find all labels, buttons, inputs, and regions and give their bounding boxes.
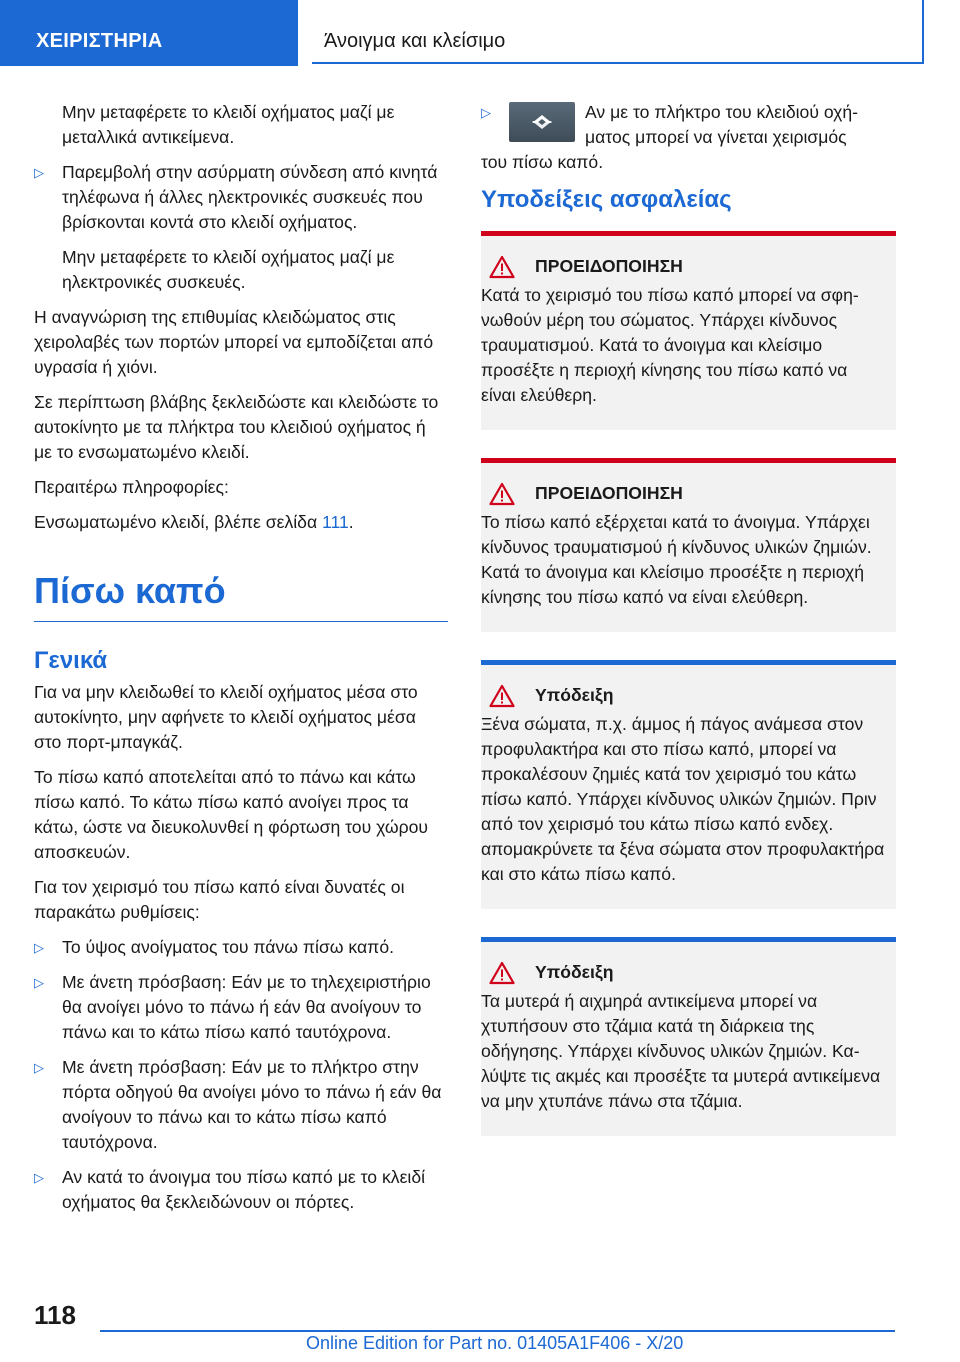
triangle-bullet-icon: ▷ xyxy=(34,1060,44,1075)
left-column xyxy=(34,100,448,1225)
warning-box xyxy=(481,231,896,430)
page-link[interactable]: 111 xyxy=(322,512,349,532)
triangle-bullet-icon: ▷ xyxy=(34,165,44,180)
right-column xyxy=(481,100,896,1164)
list-item xyxy=(481,100,896,150)
warning-body: Κατά το χειρισμό του πίσω καπό μπορεί να σφηνωθούν μέρη του σώματος. Υπάρχει κίνδυνος τραυματισμού. Κατά το άνοιγμα και κλείσιμο προσέξτε η περιοχή κίνησης του πίσω καπό να είναι ελεύθερη. xyxy=(481,285,859,405)
warning-triangle-icon xyxy=(489,255,515,279)
paragraph: Για να μην κλειδωθεί το κλειδί οχήματος μέσα στο αυτοκίνητο, μην αφήνετε το κλειδί οχήματος μέσα στο πορτ-μπαγκάζ. xyxy=(34,682,418,752)
page-number: 118 xyxy=(34,1300,76,1330)
page-footer xyxy=(0,1290,960,1362)
subsection-title: Γενικά xyxy=(34,647,108,674)
triangle-bullet-icon: ▷ xyxy=(34,1170,44,1185)
list-item-text: Αν κατά το άνοιγμα του πίσω καπό με το κλειδί οχήματος θα ξεκλειδώνουν οι πόρτες. xyxy=(62,1167,426,1212)
paragraph: Σε περίπτωση βλάβης ξεκλειδώστε και κλειδώστε το αυτοκίνητο με τα πλήκτρα του κλειδιού οχήματος ή με το ενσωματωμένο κλειδί. xyxy=(34,392,439,462)
list-item-text: Με άνετη πρόσβαση: Εάν με το τηλεχειριστήριο θα ανοίγει μόνο το πάνω ή εάν θα ανοίγουν το πάνω και το κάτω πίσω καπό ταυτόχρονα. xyxy=(62,972,431,1042)
paragraph: Για τον χειρισμό του πίσω καπό είναι δυνατές οι παρακάτω ρυθμίσεις: xyxy=(34,877,405,922)
triangle-bullet-icon: ▷ xyxy=(34,940,44,955)
list-item xyxy=(34,160,448,235)
paragraph: Μην μεταφέρετε το κλειδί οχήματος μαζί με μεταλλικά αντικείμενα. xyxy=(62,102,395,147)
triangle-bullet-icon: ▷ xyxy=(34,975,44,990)
note-header xyxy=(481,683,886,708)
warning-triangle-icon xyxy=(489,684,515,708)
section-tab: ΧΕΙΡΙΣΤΗΡΙΑ xyxy=(0,0,298,66)
paragraph: Το πίσω καπό αποτελείται από το πάνω και κάτω πίσω καπό. Το κάτω πίσω καπό ανοίγει προς τα κάτω, ώστε να διευκολυνθεί η φόρτωση του χώρου αποσκευών. xyxy=(34,767,429,862)
note-box xyxy=(481,937,896,1136)
paragraph: Η αναγνώριση της επιθυμίας κλειδώματος στις χειρολαβές των πορτών μπορεί να εμποδίζεται από υγρασία ή χιόνι. xyxy=(34,307,434,377)
warning-title: ΠΡΟΕΙΔΟΠΟΙΗΣΗ xyxy=(535,256,683,276)
list-item xyxy=(34,1165,448,1215)
warning-box xyxy=(481,458,896,632)
warning-triangle-icon xyxy=(489,961,515,985)
list-item-text: Αν με το πλήκτρο του κλειδιού οχήματος μπορεί να γίνεται χειρισμός xyxy=(585,102,859,147)
list-item-text: Παρεμβολή στην ασύρματη σύνδεση από κινητά τηλέφωνα ή άλλες ηλεκτρονικές συσκευές που βρίσκονται κοντά στο κλειδί οχήματος. xyxy=(62,162,438,232)
chapter-title: Άνοιγμα και κλείσιμο xyxy=(312,0,924,64)
note-header xyxy=(481,960,886,985)
triangle-bullet-icon: ▷ xyxy=(481,105,491,120)
list-item-text: Το ύψος ανοίγματος του πάνω πίσω καπό. xyxy=(62,937,394,957)
cross-reference xyxy=(34,510,448,535)
warning-header xyxy=(481,481,886,506)
note-body: Τα μυτερά ή αιχμηρά αντικείμενα μπορεί να χτυπήσουν στο τζάμια κατά τη διάρκεια της οδήγησης. Υπάρχει κίνδυνος υλικών ζημιών. Καλύψτε τις ακμές και προσέξτε τα μυτερά αντικείμενα να μην χτυπάνε πάνω στα τζάμια. xyxy=(481,991,881,1111)
footer-divider xyxy=(100,1330,895,1332)
key-tailgate-button-icon xyxy=(509,102,575,142)
warning-body: Το πίσω καπό εξέρχεται κατά το άνοιγμα. Υπάρχει κίνδυνος τραυματισμού ή κίνδυνος υλικών ζημιών. Κατά το άνοιγμα και κλείσιμο προσέξτε η περιοχή κίνησης του πίσω καπό να είναι ελεύθερη. xyxy=(481,512,872,607)
cross-reference-text: Ενσωματωμένο κλειδί, βλέπε σελίδα xyxy=(34,512,323,532)
list-item-continuation: του πίσω καπό. xyxy=(481,152,604,172)
paragraph: Περαιτέρω πληροφορίες: xyxy=(34,477,229,497)
list-item xyxy=(34,1055,448,1155)
paragraph: Μην μεταφέρετε το κλειδί οχήματος μαζί με ηλεκτρονικές συσκευές. xyxy=(62,247,395,292)
edition-label: Online Edition for Part no. 01405A1F406 - X/20 xyxy=(306,1333,684,1353)
warning-triangle-icon xyxy=(489,482,515,506)
note-title: Υπόδειξη xyxy=(535,685,614,705)
list-item-text: Με άνετη πρόσβαση: Εάν με το πλήκτρο στην πόρτα οδηγού θα ανοίγει μόνο το πάνω ή εάν θα ανοίγουν το πάνω και το κάτω πίσω καπό ταυτόχρονα. xyxy=(62,1057,442,1152)
cross-reference-end: . xyxy=(348,512,354,532)
list-item xyxy=(34,970,448,1045)
warning-header xyxy=(481,254,886,279)
warning-title: ΠΡΟΕΙΔΟΠΟΙΗΣΗ xyxy=(535,483,683,503)
section-title: Πίσω καπό xyxy=(34,571,448,622)
note-box xyxy=(481,660,896,909)
note-title: Υπόδειξη xyxy=(535,962,614,982)
page-header xyxy=(0,0,960,66)
note-body: Ξένα σώματα, π.χ. άμμος ή πάγος ανάμεσα στον προφυλακτήρα και στο πίσω καπό, μπορεί να προκαλέσουν ζημιές κατά τον χειρισμό του κάτω πίσω καπό. Υπάρχει κίνδυνος υλικών ζημιών. Πριν από τον χειρισμό του κάτω πίσω καπό ενδεχ. απομακρύνετε τα ξένα σώματα στον προφυλακτήρα και στο κάτω πίσω καπό. xyxy=(481,714,885,884)
list-item xyxy=(34,935,448,960)
safety-title: Υποδείξεις ασφαλείας xyxy=(481,186,732,213)
